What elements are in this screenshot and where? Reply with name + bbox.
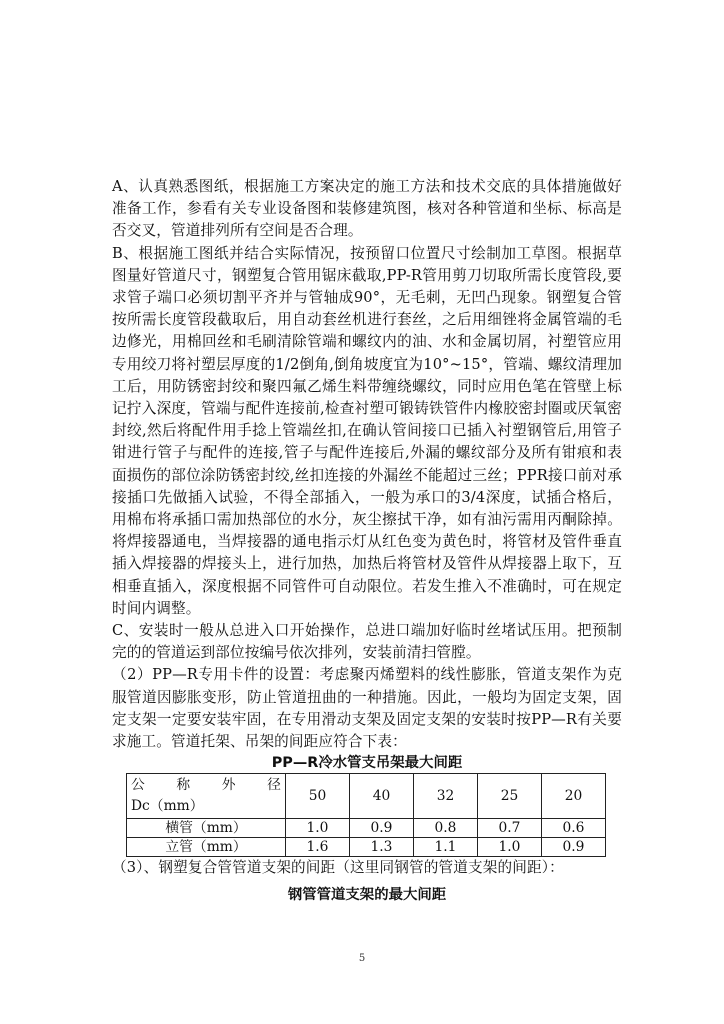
table-cell: 0.9: [350, 819, 414, 838]
table-cell: 0.8: [414, 819, 478, 838]
table-cell: 1.0: [286, 819, 350, 838]
table-cell: 1.1: [414, 838, 478, 857]
table-cell: 0.7: [478, 819, 542, 838]
row-label-vertical: 立管（mm）: [127, 838, 286, 857]
table-cell: 1.0: [478, 838, 542, 857]
header-char: 称: [176, 777, 191, 794]
header-char: 公: [131, 777, 145, 794]
header-value-cell: 25: [478, 774, 542, 819]
table-header-row: [127, 774, 606, 819]
header-value-cell: 40: [350, 774, 414, 819]
table-title: PP—R冷水管支吊架最大间距: [271, 755, 463, 772]
paragraph-steel-plastic-spacing: （3）、钢塑复合管管道支架的间距（这里同钢管的管道支架的间距）：: [112, 859, 564, 877]
table-header-label: [127, 774, 286, 819]
paragraph-a: A、认真熟悉图纸，根据施工方案决定的施工方法和技术交底的具体措施做好准备工作，参看有关专业设备图和装修建筑图，核对各种管道和坐标、标高是否交叉，管道排列所有空间是否合理。: [112, 178, 622, 240]
table-cell: 0.9: [542, 838, 606, 857]
header-value-cell: 50: [286, 774, 350, 819]
table-row: [127, 819, 606, 838]
page-content: [112, 176, 622, 905]
row-label-horizontal: 横管（mm）: [127, 819, 286, 838]
table-cell: 1.3: [350, 838, 414, 857]
header-value-cell: 20: [542, 774, 606, 819]
section-heading: 钢管管道支架的最大间距: [287, 887, 447, 904]
table-row: [127, 838, 606, 857]
table-cell: 1.6: [286, 838, 350, 857]
page-number: 5: [358, 953, 366, 964]
paragraph-pp-r-supports: （2）PP—R专用卡件的设置：考虑聚丙烯塑料的线性膨胀，管道支架作为克服管道因膨胀变形，防止管道扭曲的一种措施。因此，一般均为固定支架，固定支架一定要安装牢固，在专用滑动支架及固定支架的安装时按PP—R有关要求施工。管道托架、吊架的间距应符合下表：: [112, 666, 622, 751]
header-value-cell: 32: [414, 774, 478, 819]
header-label-line1: [131, 775, 281, 796]
paragraph-c: C、安装时一般从总进入口开始操作，总进口端加好临时丝堵试压用。把预制完的的管道运到部位按编号依次排列，安装前清扫管膛。: [112, 622, 622, 662]
header-char: 外: [221, 777, 236, 794]
paragraph-b: B、根据施工图纸并结合实际情况，按预留口位置尺寸绘制加工草图。根据草图量好管道尺寸，钢塑复合管用锯床截取,PP-R管用剪刀切取所需长度管段,要求管子端口必须切割平齐并与管轴成90°，无毛刺，无凹凸现象。钢塑复合管按所需长度管段截取后，用自动套丝机进行套丝，之后用细锉将金属管端的毛边修光，用棉回丝和毛刷清除管端和螺纹内的油、水和金属切屑，衬塑管应用专用绞刀将衬塑层厚度的1/2倒角,倒角坡度宜为10°~15°，管端、螺纹清理加工后，用防锈密封绞和聚四氟乙烯生料带缠绕螺纹，同时应用色笔在管壁上标记拧入深度，管端与配件连接前,检查衬塑可锻铸铁管件内橡胶密封圈或厌氧密封绞,然后将配件用手捻上管端丝扣,在确认管间接口已插入衬塑钢管后,用管子钳进行管子与配件的连接,管子与配件连接后,外漏的螺纹部分及所有钳痕和表面损伤的部位涂防锈密封绞,丝扣连接的外漏丝不能超过三丝；PPR接口前对承接插口先做插入试验，不得全部插入，一般为承口的3/4深度，试插合格后，用棉布将承插口需加热部位的水分，灰尘擦拭干净，如有油污需用丙酮除掉。将焊接器通电，当焊接器的通电指示灯从红色变为黄色时，将管材及管件垂直插入焊接器的焊接头上，进行加热，加热后将管材及管件从焊接器上取下，互相垂直插入，深度根据不同管件可自动限位。若发生推入不准确时，可在规定时间内调整。: [112, 244, 622, 617]
support-spacing-table: [126, 773, 606, 857]
header-char: 径: [267, 777, 281, 794]
table-cell: 0.6: [542, 819, 606, 838]
header-label-line2: Dc（mm）: [131, 798, 204, 815]
